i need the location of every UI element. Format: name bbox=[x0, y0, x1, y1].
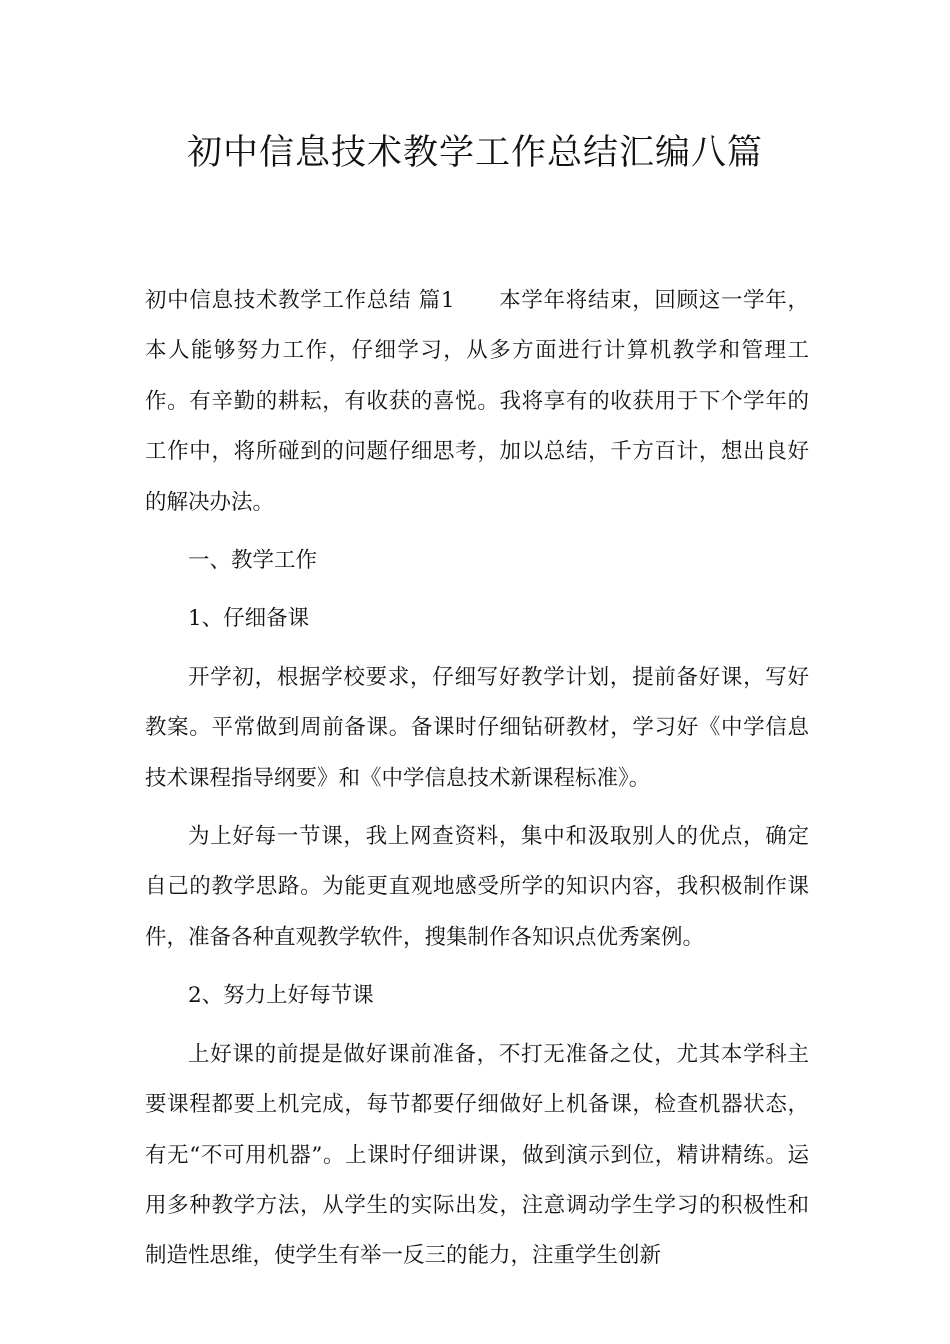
document-body bbox=[145, 276, 809, 1290]
subheading-prepare-lessons: 1、仔细备课 bbox=[188, 606, 310, 632]
section-label: 初中信息技术教学工作总结 篇1 bbox=[145, 288, 455, 313]
document-title: 初中信息技术教学工作总结汇编八篇 bbox=[186, 133, 763, 173]
paragraph-lesson-plan: 开学初，根据学校要求，仔细写好教学计划，提前备好课，写好教案。平常做到周前备课。备课时仔细钻研教材，学习好《中学信息技术课程指导纲要》和《中学信息技术新课程标准》。 bbox=[145, 664, 809, 791]
subheading-good-lessons: 2、努力上好每节课 bbox=[188, 983, 374, 1009]
section-heading: 一、教学工作 bbox=[188, 548, 318, 574]
paragraph-class-preparation: 上好课的前提是做好课前准备，不打无准备之仗，尤其本学科主要课程都要上机完成，每节都要仔细做好上机备课，检查机器状态，有无“不可用机器”。上课时仔细讲课，做到演示到位，精讲精练。运用多种教学方法，从学生的实际出发，注意调动学生学习的积极性和制造性思维，使学生有举一反三的能力，注重学生创新 bbox=[145, 1041, 809, 1269]
paragraph-teaching-ideas: 为上好每一节课，我上网查资料，集中和汲取别人的优点，确定自己的教学思路。为能更直观地感受所学的知识内容，我积极制作课件，准备各种直观教学软件，搜集制作各知识点优秀案例。 bbox=[145, 824, 809, 950]
intro-text: 本学年将结束，回顾这一学年，本人能够努力工作，仔细学习，从多方面进行计算机教学和管理工作。有辛勤的耕耘，有收获的喜悦。我将享有的收获用于下个学年的工作中，将所碰到的问题仔细思考，加以总结，千方百计，想出良好的解决办法。 bbox=[145, 288, 809, 515]
intro-paragraph bbox=[145, 276, 809, 528]
